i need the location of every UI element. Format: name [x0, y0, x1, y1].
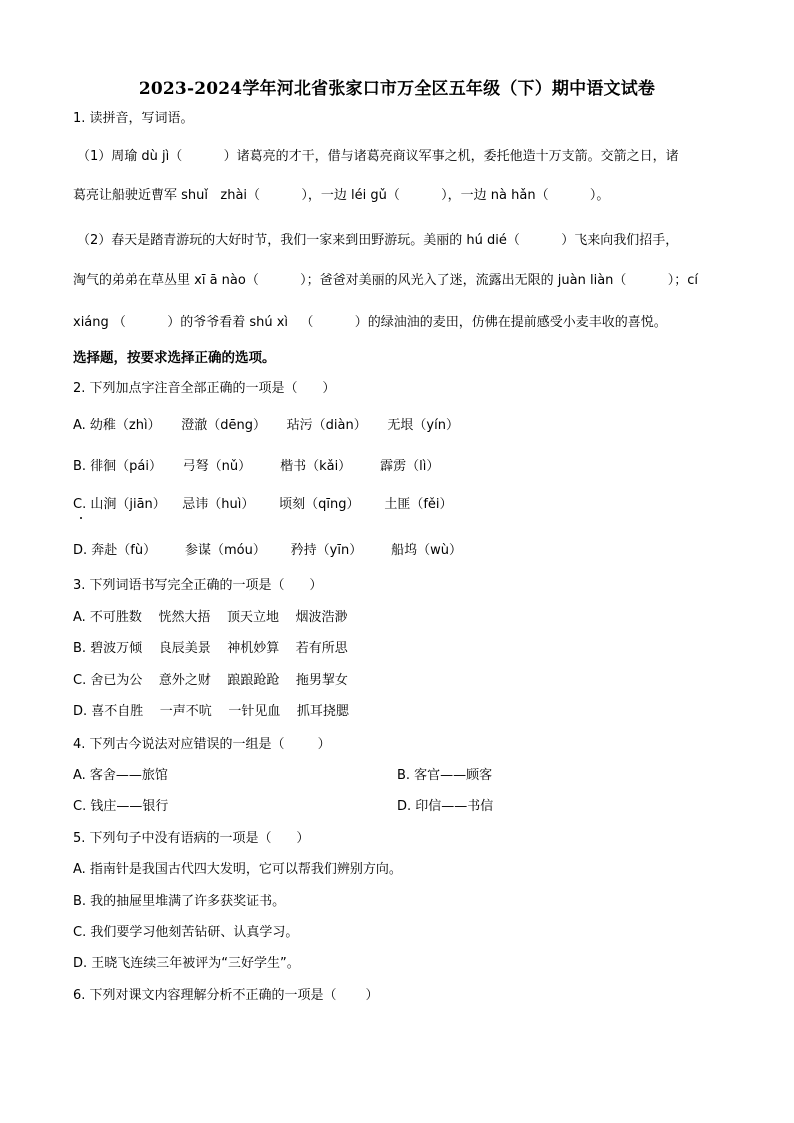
q2-option-c: C. 山涧（jiān） 忌讳（huì） 顷刻（qīng） 土匪（fěi） — [73, 497, 453, 512]
q2-option-b: B. 徘徊（pái） 弓弩（nǔ） 楷书（kǎi） 霹雳（lì） — [73, 459, 440, 474]
question-4-stem: 4. 下列古今说法对应错误的一组是（ ） — [73, 737, 331, 752]
question-5-stem: 5. 下列句子中没有语病的一项是（ ） — [73, 831, 310, 846]
q5-option-b: B. 我的抽屉里堆满了许多获奖证书。 — [73, 894, 286, 909]
q1-para1-line2: 葛亮让船驶近曹军 shuǐ zhài（ ），一边 léi gǔ（ ），一边 nà hǎn（ ）。 — [73, 188, 610, 203]
q3-option-a: A. 不可胜数 恍然大捂 顶天立地 烟波浩渺 — [73, 610, 348, 625]
q3-option-c: C. 舍已为公 意外之财 踉踉跄跄 拖男挈女 — [73, 673, 348, 688]
q2-option-a: A. 幼稚（zhì） 澄澈（dēng） 玷污（diàn） 无垠（yín） — [73, 418, 459, 433]
q4-option-a: A. 客舍——旅馆 — [73, 768, 168, 783]
q5-option-a: A. 指南针是我国古代四大发明，它可以帮我们辨别方向。 — [73, 862, 402, 877]
question-6-stem: 6. 下列对课文内容理解分析不正确的一项是（ ） — [73, 988, 379, 1003]
q5-option-d: D. 王晓飞连续三年被评为“三好学生”。 — [73, 956, 300, 971]
q3-option-d: D. 喜不自胜 一声不吭 一针见血 抓耳挠腮 — [73, 704, 349, 719]
q2-option-d: D. 奔赴（fù） 参谋（móu） 矜持（yīn） 船坞（wù） — [73, 543, 463, 558]
exam-title: 2023-2024学年河北省张家口市万全区五年级（下）期中语文试卷 — [138, 79, 656, 99]
question-2-stem: 2. 下列加点字注音全部正确的一项是（ ） — [73, 381, 336, 396]
q1-para1-line1: （1）周瑜 dù jì（ ）诸葛亮的才干，借与诸葛亮商议军事之机，委托他造十万支箭。交箭之日，诸 — [77, 149, 679, 164]
question-3-stem: 3. 下列词语书写完全正确的一项是（ ） — [73, 578, 323, 593]
q4-option-b: B. 客官——顾客 — [397, 768, 493, 783]
stray-mark — [80, 517, 82, 519]
section-heading: 选择题，按要求选择正确的选项。 — [73, 350, 276, 366]
q3-option-b: B. 碧波万倾 良辰美景 神机妙算 若有所思 — [73, 641, 348, 656]
q1-para2-line3: xiáng （ ）的爷爷看着 shú xì （ ）的绿油油的麦田，仿佛在提前感受小麦丰收的喜悦。 — [73, 315, 667, 330]
q5-option-c: C. 我们要学习他刻苦钻研、认真学习。 — [73, 925, 299, 940]
q4-option-d: D. 印信——书信 — [397, 799, 494, 814]
q1-para2-line2: 淘气的弟弟在草丛里 xī ā nào（ ）；爸爸对美丽的风光入了迷，流露出无限的 juàn liàn（ ）；cí — [73, 273, 698, 288]
q4-option-c: C. 钱庄——银行 — [73, 799, 169, 814]
question-1-stem: 1. 读拼音，写词语。 — [73, 111, 194, 126]
q1-para2-line1: （2）春天是踏青游玩的大好时节，我们一家来到田野游玩。美丽的 hú dié（ ）飞来向我们招手， — [77, 233, 679, 248]
